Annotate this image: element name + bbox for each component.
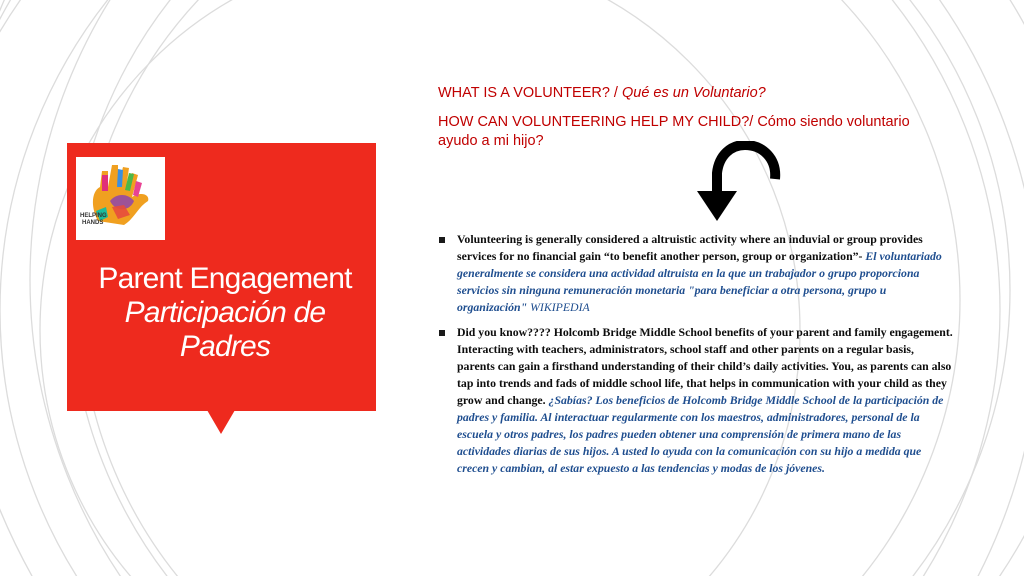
bullet-list bbox=[438, 231, 954, 477]
bullet1-spanish: El voluntariado generalmente se considera una actividad altruista en la que un trabajador o grupo proporciona servicios sin ninguna remuneración monetaria "para beneficiar a otra persona, grupo u organización" bbox=[457, 249, 942, 314]
logo-text-hands: HANDS bbox=[82, 220, 104, 226]
bullet-marker bbox=[439, 237, 445, 243]
title-spanish: Participación de Padres bbox=[124, 296, 326, 363]
slide-title bbox=[80, 262, 370, 364]
bullet2-spanish: ¿Sabías? Los beneficios de Holcomb Bridge Middle School de la participación de padres y familia. Al interactuar regularmente con los maestros, administradores, personal de la escuela y otros padres, los padres pueden obtener una comprensión de primera mano de las actividades diarias de sus hijos. A usted lo ayuda con la comunicación con su hijo a medida que crecen y cambian, al estar expuesto a las tendencias y modas de los jóvenes. bbox=[457, 393, 944, 475]
bullet1-english: Volunteering is generally considered a altruistic activity where an induvial or group provides services for no financial gain “to benefit another person, group or organization”- bbox=[457, 232, 923, 263]
question1-english: WHAT IS A VOLUNTEER? / bbox=[438, 85, 622, 101]
bullet-volunteering-definition bbox=[438, 231, 954, 316]
bullet-marker bbox=[439, 330, 445, 336]
bullet1-source: WIKIPEDIA bbox=[527, 300, 590, 314]
title-english: Parent Engagement bbox=[98, 262, 352, 295]
callout-pointer bbox=[207, 410, 235, 434]
question-how-help-child: HOW CAN VOLUNTEERING HELP MY CHILD?/ Cómo siendo voluntario ayudo a mi hijo? bbox=[438, 114, 910, 149]
hands-graphic bbox=[76, 157, 165, 240]
helping-hands-logo bbox=[76, 157, 165, 240]
question1-spanish: Qué es un Voluntario? bbox=[621, 85, 766, 101]
curved-down-arrow-icon bbox=[697, 141, 783, 223]
question-what-is-volunteer bbox=[438, 84, 766, 103]
logo-text-helping: HELPING bbox=[80, 213, 107, 219]
bullet-did-you-know bbox=[438, 324, 954, 477]
bullet2-english: Did you know???? Holcomb Bridge Middle School benefits of your parent and family engagement. Interacting with teachers, administrators, school staff and other parents on a regular basis, parents can gain a firsthand understanding of their child’s daily activities. You, as parents can also tap into trends and fads of middle school life, that helps in communication with your child as they grow and change. bbox=[457, 325, 953, 407]
